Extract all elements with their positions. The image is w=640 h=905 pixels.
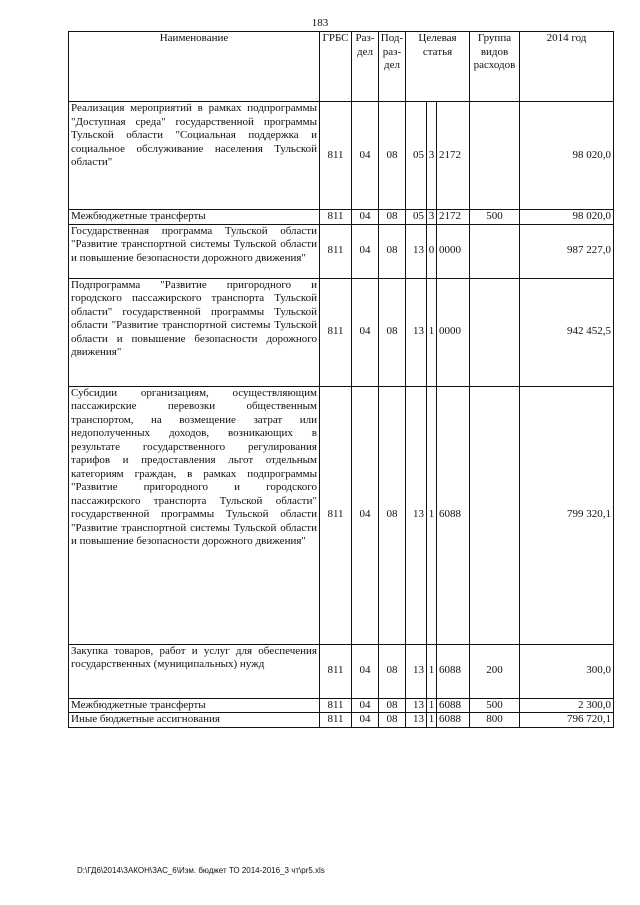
row-target-2: 1: [427, 644, 437, 698]
row-razdel: 04: [352, 278, 379, 386]
row-target-3: 6088: [437, 386, 470, 644]
row-target-2: 1: [427, 386, 437, 644]
row-grbs: 811: [320, 698, 352, 713]
row-podrazdel: 08: [379, 210, 406, 225]
row-razdel: 04: [352, 210, 379, 225]
row-podrazdel: 08: [379, 644, 406, 698]
row-group: 500: [470, 210, 520, 225]
row-grbs: 811: [320, 210, 352, 225]
row-podrazdel: 08: [379, 278, 406, 386]
row-grbs: 811: [320, 386, 352, 644]
row-target-2: 0: [427, 224, 437, 278]
row-target-1: 13: [406, 386, 427, 644]
row-sum: 942 452,5: [520, 278, 614, 386]
row-sum: 98 020,0: [520, 102, 614, 210]
row-name: Подпрограмма "Развитие пригородного и городского пассажирского транспорта Тульской области" государственной программы Тульской области "Развитие транспортной системы Тульской области и повышение безопасности дорожного движения": [69, 278, 320, 386]
row-group: [470, 386, 520, 644]
row-group: [470, 224, 520, 278]
row-razdel: 04: [352, 102, 379, 210]
row-target-3: 6088: [437, 713, 470, 728]
header-group: Группа видов расходов: [470, 32, 520, 102]
row-name: Субсидии организациям, осуществляющим пассажирские перевозки общественным транспортом, на возмещение затрат или недополученных доходов, возникающих в результате государственного регулирования тарифов и предоставления льгот отдельным категориям граждан, в рамках подпрограммы "Развитие пригородного и городского пассажирского транспорта Тульской области" государственной программы Тульской области "Развитие транспортной системы Тульской области и повышение безопасности дорожного движения": [69, 386, 320, 644]
row-podrazdel: 08: [379, 713, 406, 728]
table-row: [69, 224, 614, 278]
row-target-2: 3: [427, 210, 437, 225]
row-group: 500: [470, 698, 520, 713]
row-target-3: 6088: [437, 698, 470, 713]
row-target-2: 1: [427, 278, 437, 386]
table-row: [69, 698, 614, 713]
header-podrazdel: Под-раз-дел: [379, 32, 406, 102]
row-target-2: 1: [427, 713, 437, 728]
row-sum: 796 720,1: [520, 713, 614, 728]
row-sum: 799 320,1: [520, 386, 614, 644]
row-target-2: 1: [427, 698, 437, 713]
row-grbs: 811: [320, 644, 352, 698]
row-group: 200: [470, 644, 520, 698]
row-group: [470, 278, 520, 386]
row-grbs: 811: [320, 102, 352, 210]
row-razdel: 04: [352, 713, 379, 728]
row-sum: 98 020,0: [520, 210, 614, 225]
row-target-1: 05: [406, 102, 427, 210]
header-grbs: ГРБС: [320, 32, 352, 102]
row-target-1: 13: [406, 713, 427, 728]
table-row: [69, 386, 614, 644]
row-sum: 2 300,0: [520, 698, 614, 713]
row-sum: 987 227,0: [520, 224, 614, 278]
row-target-1: 13: [406, 278, 427, 386]
row-name: Реализация мероприятий в рамках подпрограммы "Доступная среда" государственной программы Тульской области "Социальная поддержка и социальное обслуживание населения Тульской области": [69, 102, 320, 210]
table-row: [69, 278, 614, 386]
row-name: Иные бюджетные ассигнования: [69, 713, 320, 728]
row-podrazdel: 08: [379, 698, 406, 713]
table-row: [69, 644, 614, 698]
row-name: Государственная программа Тульской области "Развитие транспортной системы Тульской области и повышение безопасности дорожного движения": [69, 224, 320, 278]
header-name: Наименование: [69, 32, 320, 102]
row-razdel: 04: [352, 386, 379, 644]
row-razdel: 04: [352, 698, 379, 713]
row-grbs: 811: [320, 713, 352, 728]
row-target-1: 13: [406, 224, 427, 278]
row-target-3: 2172: [437, 102, 470, 210]
table-row: [69, 210, 614, 225]
table-row: [69, 713, 614, 728]
row-target-3: 2172: [437, 210, 470, 225]
file-path-footer: D:\ГД6\2014\ЗАКОН\ЗАС_6\Изм. бюджет ТО 2014-2016_3 чт\pr5.xls: [77, 866, 325, 875]
row-target-1: 05: [406, 210, 427, 225]
header-year: 2014 год: [520, 32, 614, 102]
row-name: Закупка товаров, работ и услуг для обеспечения государственных (муниципальных) нужд: [69, 644, 320, 698]
table-row: [69, 102, 614, 210]
row-target-3: 0000: [437, 224, 470, 278]
row-target-3: 0000: [437, 278, 470, 386]
header-target: Целевая статья: [406, 32, 470, 102]
row-razdel: 04: [352, 224, 379, 278]
row-target-1: 13: [406, 698, 427, 713]
row-grbs: 811: [320, 278, 352, 386]
row-podrazdel: 08: [379, 386, 406, 644]
page-number: 183: [311, 17, 329, 29]
row-target-1: 13: [406, 644, 427, 698]
budget-table: [68, 31, 614, 728]
row-podrazdel: 08: [379, 102, 406, 210]
row-group: 800: [470, 713, 520, 728]
row-podrazdel: 08: [379, 224, 406, 278]
row-target-2: 3: [427, 102, 437, 210]
row-target-3: 6088: [437, 644, 470, 698]
header-razdel: Раз-дел: [352, 32, 379, 102]
header-row: [69, 32, 614, 102]
row-grbs: 811: [320, 224, 352, 278]
row-razdel: 04: [352, 644, 379, 698]
row-group: [470, 102, 520, 210]
row-name: Межбюджетные трансферты: [69, 698, 320, 713]
row-name: Межбюджетные трансферты: [69, 210, 320, 225]
row-sum: 300,0: [520, 644, 614, 698]
